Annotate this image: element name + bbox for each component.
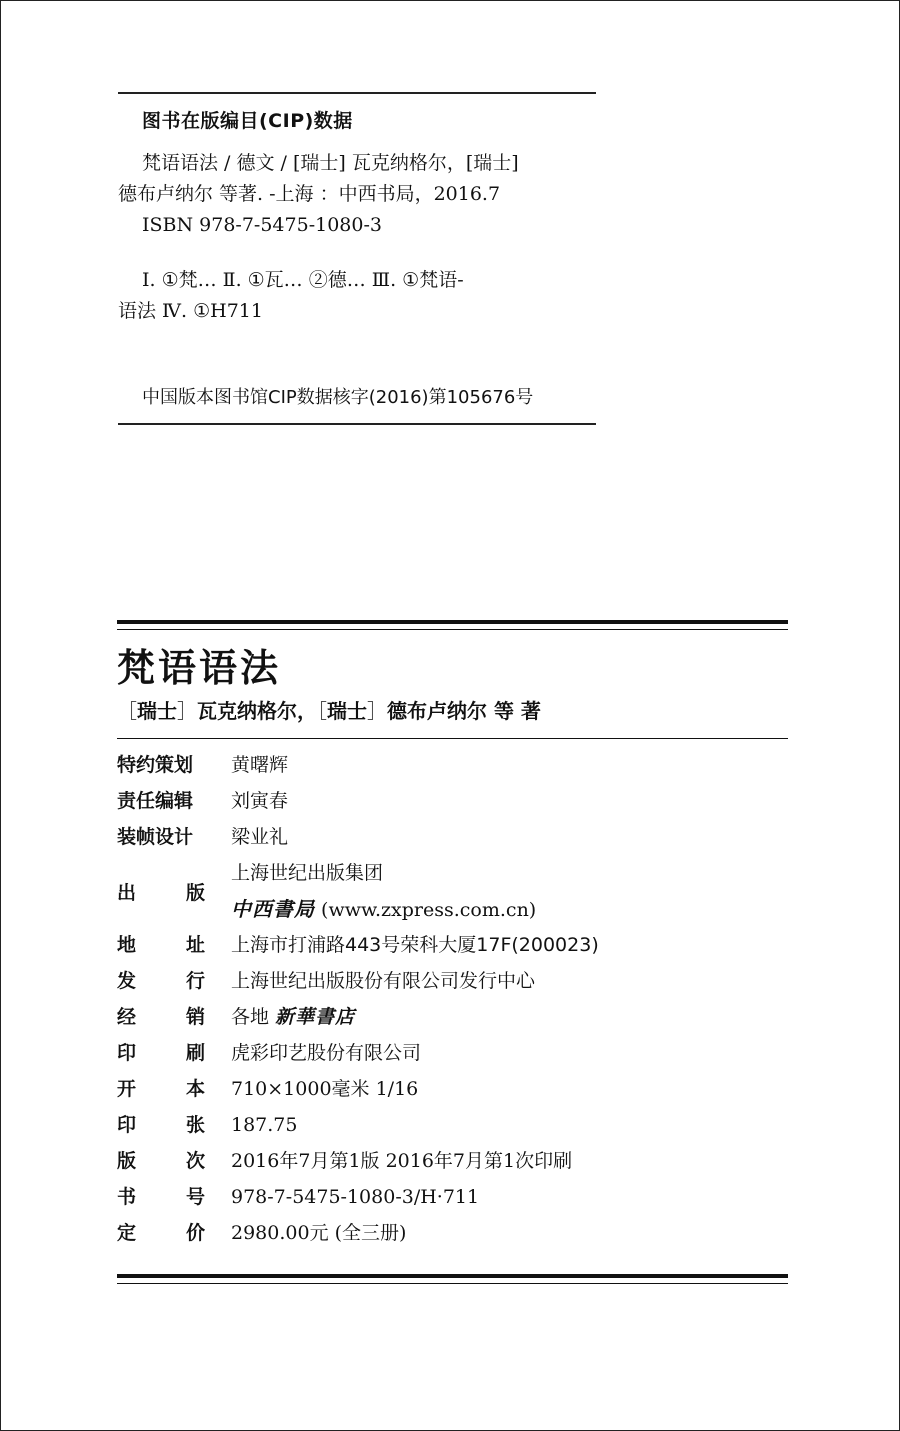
field-designer <box>117 821 788 857</box>
book-authors <box>117 696 788 726</box>
retail-prefix: 各地 <box>231 1006 270 1028</box>
press-url: (www.zxpress.com.cn) <box>321 899 537 921</box>
bracket-close: ］ <box>177 699 197 723</box>
field-distributor <box>117 965 788 1001</box>
bracket-open: ［ <box>117 699 137 723</box>
field-address <box>117 929 788 965</box>
field-value: 2016年7月第1版 2016年7月第1次印刷 <box>231 1150 573 1172</box>
author-name: 德布卢纳尔 等 著 <box>387 699 541 723</box>
field-label <box>117 1073 205 1105</box>
field-isbn <box>117 1181 788 1217</box>
author-country: 瑞士 <box>327 699 367 723</box>
label-char: 刷 <box>185 1042 205 1064</box>
field-value <box>231 1001 355 1033</box>
field-edition <box>117 1145 788 1181</box>
colophon <box>117 620 788 1253</box>
cip-block <box>118 92 598 408</box>
field-value: 梁业礼 <box>231 826 289 848</box>
field-label <box>117 1037 205 1069</box>
label-char: 行 <box>185 970 205 992</box>
cip-record-number: 中国版本图书馆CIP数据核字(2016)第105676号 <box>142 387 534 408</box>
xinhua-logo-text: 新華書店 <box>275 1006 356 1028</box>
field-label <box>117 965 205 997</box>
cip-gap <box>118 241 598 265</box>
field-value: 上海世纪出版股份有限公司发行中心 <box>231 970 536 992</box>
label-char: 销 <box>185 1006 205 1028</box>
colophon-middle-rule <box>117 738 788 739</box>
field-value: 2980.00元 (全三册) <box>231 1222 407 1244</box>
cip-bottom-rule <box>118 423 596 425</box>
field-label <box>117 857 205 929</box>
colophon-bottom-rule <box>117 1274 788 1284</box>
field-label <box>117 1145 205 1177</box>
field-label <box>117 1109 205 1141</box>
label-char: 版 <box>117 1150 137 1172</box>
label-char: 印 <box>117 1042 137 1064</box>
field-sheets <box>117 1109 788 1145</box>
label-char: 印 <box>117 1114 137 1136</box>
cip-line-classification: 语法 Ⅳ. ①H711 <box>118 300 263 322</box>
book-title: 梵语语法 <box>117 645 282 690</box>
colophon-bottom-rule-wrap <box>117 1274 788 1284</box>
field-label: 特约策划 <box>117 754 194 776</box>
field-label <box>117 1001 205 1033</box>
field-planner <box>117 749 788 785</box>
field-value: 黄曙辉 <box>231 754 289 776</box>
cip-line-title: 梵语语法 / 德文 / [瑞士] 瓦克纳格尔，[瑞士] <box>142 152 519 174</box>
label-char: 出 <box>117 882 137 904</box>
label-char: 号 <box>185 1186 205 1208</box>
label-char: 经 <box>117 1006 137 1028</box>
cip-top-rule <box>118 92 596 94</box>
field-price <box>117 1217 788 1253</box>
author-country: 瑞士 <box>137 699 177 723</box>
field-format <box>117 1073 788 1109</box>
field-value: 虎彩印艺股份有限公司 <box>231 1042 422 1064</box>
field-value <box>231 857 536 929</box>
cip-entry <box>118 148 598 327</box>
publisher-press <box>231 893 536 929</box>
label-char: 开 <box>117 1078 137 1100</box>
field-label <box>117 1181 205 1213</box>
colophon-top-rule <box>117 620 788 630</box>
field-printer <box>117 1037 788 1073</box>
press-logo-text: 中西書局 <box>231 897 315 921</box>
publisher-group: 上海世纪出版集团 <box>231 862 384 884</box>
label-char: 本 <box>185 1078 205 1100</box>
field-value: 上海市打浦路443号荣科大厦17F(200023) <box>231 934 599 956</box>
field-retail <box>117 1001 788 1037</box>
field-value: 710×1000毫米 1/16 <box>231 1078 419 1100</box>
cip-line-subjects: Ⅰ. ①梵… Ⅱ. ①瓦… ②德… Ⅲ. ①梵语- <box>142 269 464 291</box>
cip-record <box>118 383 596 425</box>
label-char: 发 <box>117 970 137 992</box>
cip-line-isbn: ISBN 978-7-5475-1080-3 <box>142 214 382 236</box>
label-char: 价 <box>185 1222 205 1244</box>
cip-line-authors: 德布卢纳尔 等著. -上海 ：中西书局，2016.7 <box>118 183 501 205</box>
field-label: 装帧设计 <box>117 826 194 848</box>
label-char: 址 <box>185 934 205 956</box>
label-char: 次 <box>185 1150 205 1172</box>
label-char: 张 <box>185 1114 205 1136</box>
label-char: 书 <box>117 1186 137 1208</box>
colophon-fields <box>117 749 788 1253</box>
bracket-close: ］ <box>367 699 387 723</box>
field-label <box>117 929 205 961</box>
field-label: 责任编辑 <box>117 790 194 812</box>
field-value: 978-7-5475-1080-3/H·711 <box>231 1186 480 1208</box>
label-char: 版 <box>185 882 205 904</box>
label-char: 地 <box>117 934 137 956</box>
author-name: 瓦克纳格尔， <box>197 699 317 723</box>
field-publisher <box>117 857 788 929</box>
bracket-open: ［ <box>317 699 327 723</box>
cip-heading: 图书在版编目(CIP)数据 <box>142 110 353 132</box>
field-label <box>117 1217 205 1249</box>
label-char: 定 <box>117 1222 137 1244</box>
field-value: 刘寅春 <box>231 790 289 812</box>
field-editor <box>117 785 788 821</box>
field-value: 187.75 <box>231 1114 298 1136</box>
